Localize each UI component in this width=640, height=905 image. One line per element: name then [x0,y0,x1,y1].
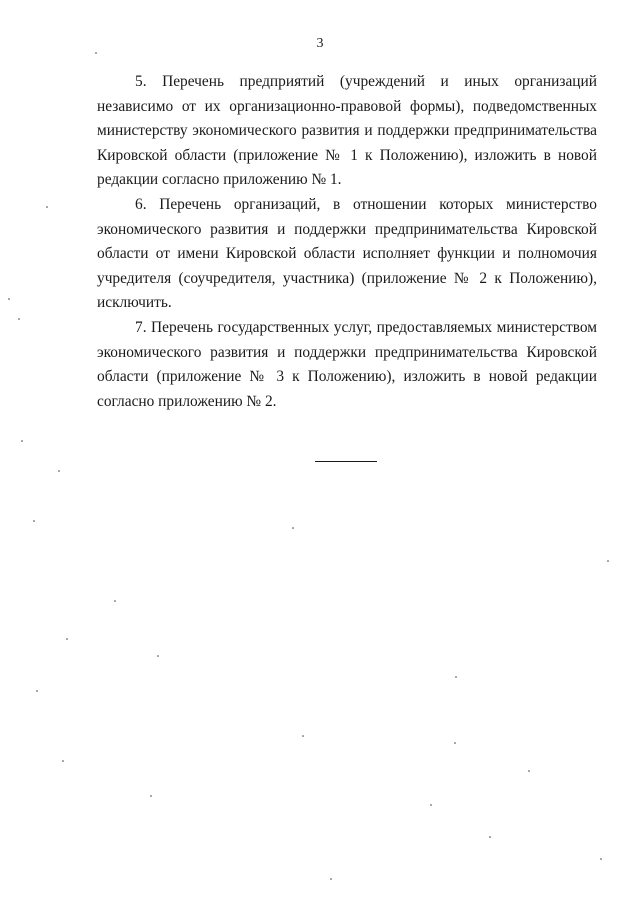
scan-speck [489,836,491,838]
scan-speck [600,858,602,860]
scan-speck [454,742,456,744]
scan-speck [46,206,48,208]
scan-speck [62,760,64,762]
scan-speck [528,770,530,772]
scan-speck [33,520,35,522]
document-body [97,70,597,414]
paragraph-5: 5. Перечень предприятий (учреждений и иных организаций независимо от их организационно-правовой формы), подведомственных министерству экономического развития и поддержки предпринимательства Кировской области (приложение № 1 к Положению), изложить в новой редакции согласно приложению № 1. [97,73,597,189]
end-of-text-divider [315,461,377,462]
scan-speck [430,804,432,806]
scan-speck [292,527,294,529]
scan-speck [95,52,97,54]
scan-speck [21,440,23,442]
scan-speck [157,655,159,657]
scan-speck [8,298,10,300]
scan-speck [302,735,304,737]
scan-speck [114,600,116,602]
scan-speck [607,560,609,562]
scan-speck [36,690,38,692]
scan-speck [18,318,20,320]
scan-speck [330,878,332,880]
paragraph-7: 7. Перечень государственных услуг, предоставляемых министерством экономического развития и поддержки предпринимательства Кировской области (приложение № 3 к Положению), изложить в новой редакции согласно приложению № 2. [97,318,597,410]
page-number: 3 [316,36,324,51]
paragraph-6: 6. Перечень организаций, в отношении которых министерство экономического развития и поддержки предпринимательства Кировской области от имени Кировской области исполняет функции и полномочия учредителя (соучредителя, участника) (приложение № 2 к Положению), исключить. [97,195,597,312]
scan-speck [455,676,457,678]
scan-speck [66,638,68,640]
scan-speck [58,470,60,472]
scan-speck [150,795,152,797]
